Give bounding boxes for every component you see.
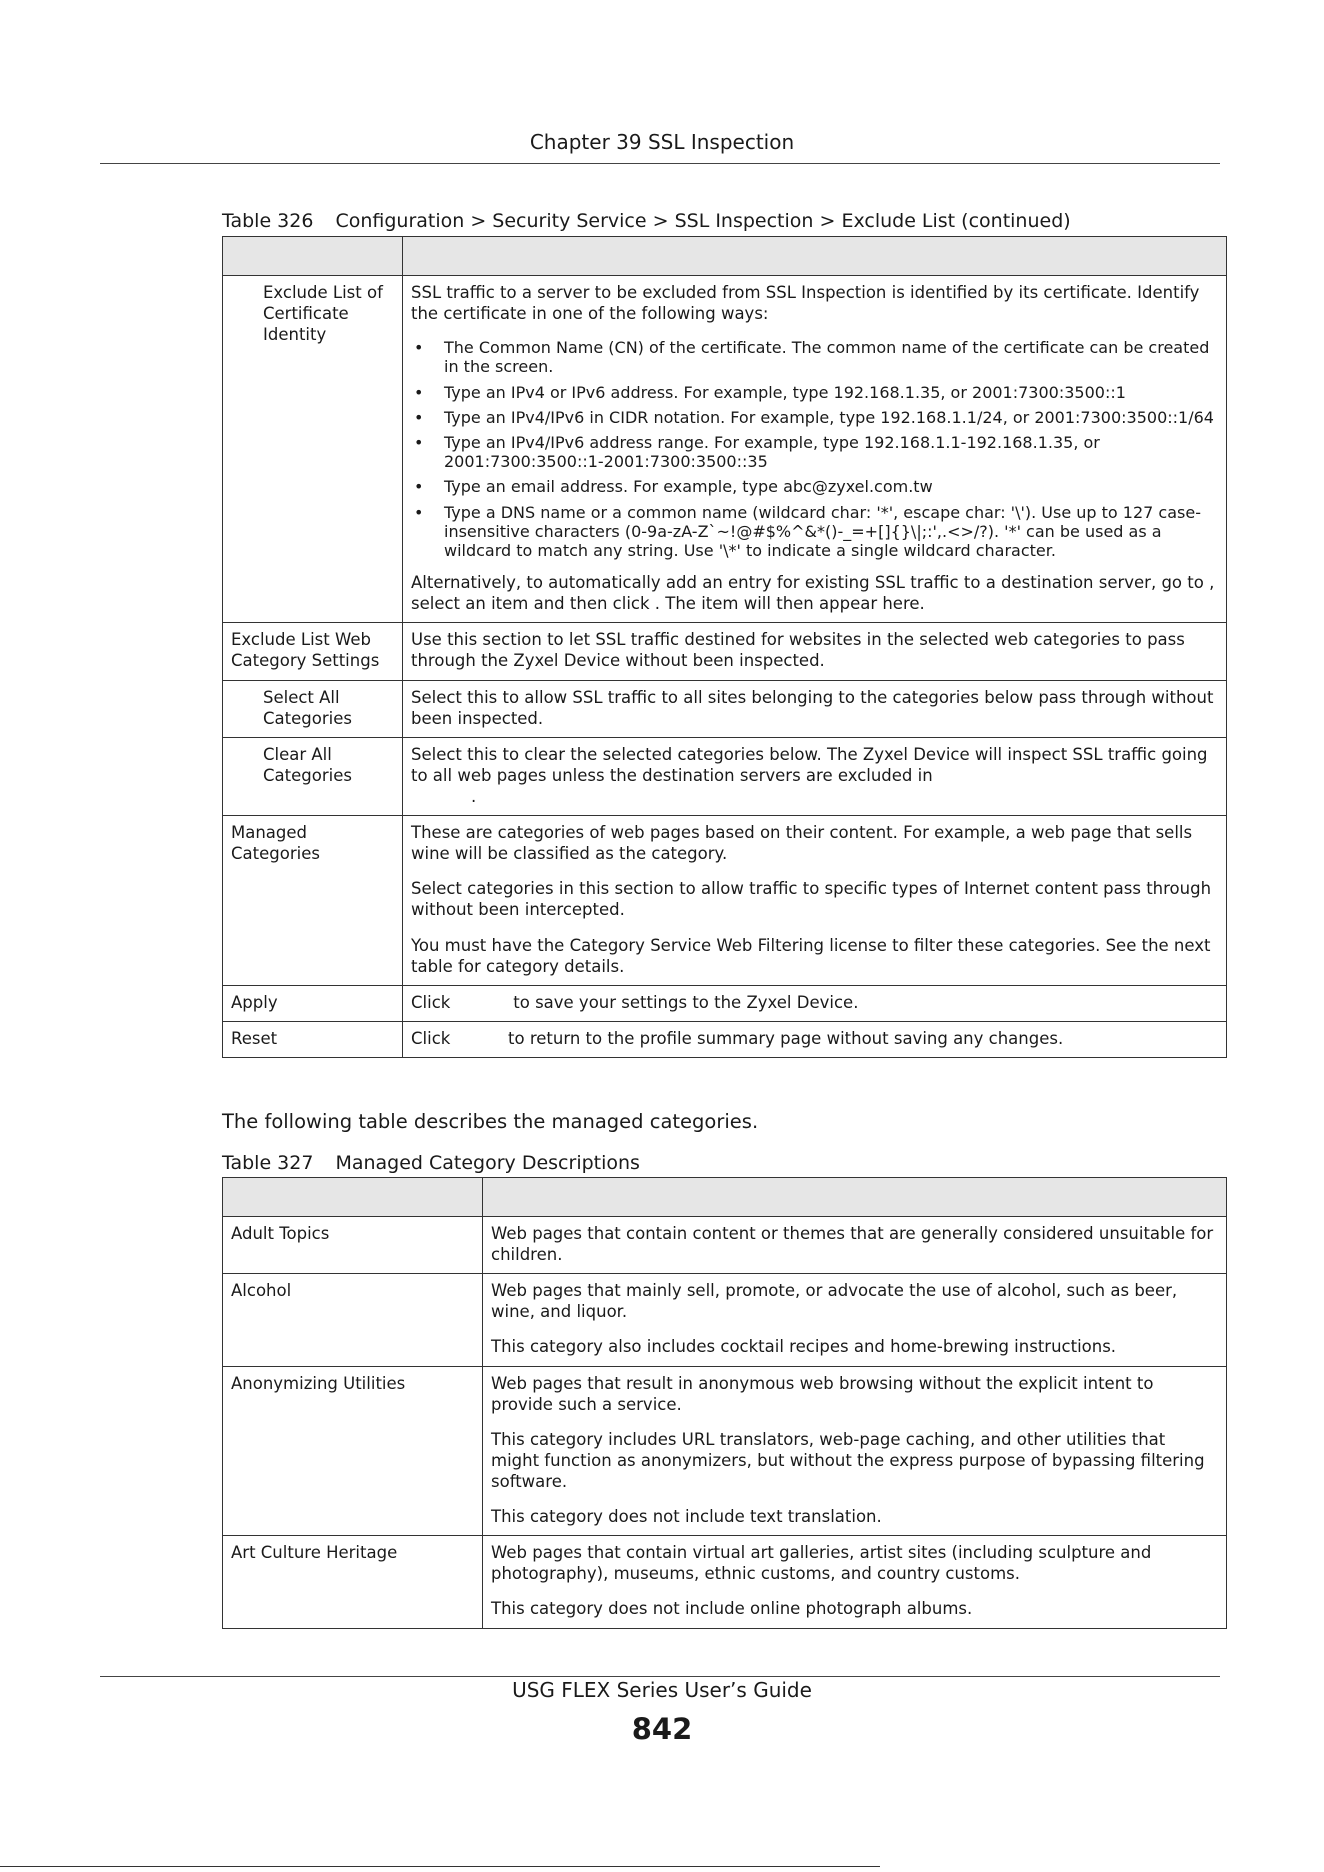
table-327 (222, 1177, 1227, 1629)
footer-guide-title: USG FLEX Series User’s Guide (512, 1678, 812, 1702)
table-row (223, 985, 1227, 1021)
description-paragraph: This category does not include text translation. (491, 1507, 882, 1527)
table-row (223, 1021, 1227, 1057)
row-label: Select All Categories (223, 680, 403, 737)
category-description (483, 1274, 1227, 1366)
table-326-title: Configuration > Security Service > SSL Inspection > Exclude List (continued) (335, 210, 1071, 232)
chapter-header: Chapter 39 SSL Inspection (529, 130, 795, 154)
table-row (223, 623, 1227, 680)
bullet-item: • The Common Name (CN) of the certificate. The common name of the certificate can be created in the screen. (414, 338, 1210, 377)
table-326-caption (222, 210, 1071, 232)
table-327-number: Table 327 (222, 1152, 314, 1174)
bullet-item: • Type an IPv4 or IPv6 address. For example, type 192.168.1.35, or 2001:7300:3500::1 (414, 382, 1126, 402)
category-name: Art Culture Heritage (223, 1536, 483, 1628)
footer-rule (100, 1676, 1220, 1677)
table-326 (222, 236, 1227, 1058)
description-paragraph: SSL traffic to a server to be excluded from SSL Inspection is identified by its certificate. Identify the certificate in one of the following ways: (411, 283, 1200, 324)
table-327-title: Managed Category Descriptions (335, 1152, 640, 1174)
row-label: Exclude List Web Category Settings (223, 623, 403, 680)
row-label: Exclude List of Certificate Identity (223, 276, 403, 623)
category-name: Anonymizing Utilities (223, 1366, 483, 1536)
page-bottom-edge (0, 1866, 880, 1867)
category-description (483, 1217, 1227, 1274)
table-row (223, 1366, 1227, 1536)
header-cell (223, 1178, 483, 1217)
row-description (403, 276, 1227, 623)
header-rule (100, 163, 1220, 164)
bullet-item: • Type an IPv4/IPv6 address range. For example, type 192.168.1.1-192.168.1.35, or 2001:7300:3500::1-2001:7300:3500::35 (414, 432, 1100, 472)
bullet-item: • Type an IPv4/IPv6 in CIDR notation. For example, type 192.168.1.1/24, or 2001:7300:3500::1/64 (414, 407, 1214, 427)
header-cell (223, 237, 403, 276)
table-row (223, 680, 1227, 737)
table-row (223, 816, 1227, 986)
header-cell (483, 1178, 1227, 1217)
table-row (223, 276, 1227, 623)
table-row (223, 1536, 1227, 1628)
description-paragraph: Select categories in this section to allow traffic to specific types of Internet content pass through without been intercepted. (411, 879, 1212, 920)
table-row (223, 1217, 1227, 1274)
bullet-item: • Type an email address. For example, type abc@zyxel.com.tw (414, 477, 933, 497)
header-cell (403, 237, 1227, 276)
category-name: Alcohol (223, 1274, 483, 1366)
description-paragraph: This category does not include online photograph albums. (491, 1599, 973, 1619)
table-326-number: Table 326 (222, 210, 314, 232)
row-description (403, 816, 1227, 986)
description-paragraph: This category includes URL translators, web-page caching, and other utilities that might function as anonymizers, but without the express purpose of bypassing filtering software. (491, 1429, 1205, 1491)
table-header-row (223, 1178, 1227, 1217)
intro-paragraph: The following table describes the managed categories. (222, 1110, 759, 1133)
row-description (403, 737, 1227, 815)
row-description: Click to save your settings to the Zyxel Device. (403, 985, 1227, 1021)
bullet-item: • Type a DNS name or a common name (wildcard char: '*', escape char: '\'). Use up to 127 case-insensitive characters (0-9a-zA-Z`~!@#$%^&*()-_=+[]{}\|;:',.<>/?). '*' can be used as a wildcard to match any string. Use '\*' to indicate a single wildcard character. (414, 502, 1201, 560)
description-paragraph: Web pages that contain virtual art galleries, artist sites (including sculpture and photography), museums, ethnic customs, and country customs. (491, 1543, 1152, 1584)
table-header-row (223, 237, 1227, 276)
description-paragraph: Web pages that mainly sell, promote, or advocate the use of alcohol, such as beer, wine, and liquor. (491, 1281, 1178, 1322)
row-description: Use this section to let SSL traffic destined for websites in the selected web categories to pass through the Zyxel Device without been inspected. (403, 623, 1227, 680)
description-paragraph: Web pages that contain content or themes that are generally considered unsuitable for children. (491, 1224, 1214, 1265)
row-label: Managed Categories (223, 816, 403, 986)
row-label: Apply (223, 985, 403, 1021)
row-label: Clear All Categories (223, 737, 403, 815)
description-paragraph: Web pages that result in anonymous web browsing without the explicit intent to provide such a service. (491, 1373, 1154, 1414)
row-label: Reset (223, 1021, 403, 1057)
description-paragraph: These are categories of web pages based on their content. For example, a web page that sells wine will be classified as the category. (411, 823, 1193, 864)
identity-bullet-list (411, 338, 1218, 560)
description-paragraph: Alternatively, to automatically add an entry for existing SSL traffic to a destination server, go to , select an item and then click . The item will then appear here. (411, 573, 1215, 614)
row-description: Select this to allow SSL traffic to all sites belonging to the categories below pass through without been inspected. (403, 680, 1227, 737)
description-text: Select this to clear the selected categories below. The Zyxel Device will inspect SSL traffic going to all web pages unless the destination servers are excluded in (411, 744, 1208, 785)
page-number: 842 (631, 1712, 693, 1746)
row-description: Click to return to the profile summary page without saving any changes. (403, 1021, 1227, 1057)
table-row (223, 1274, 1227, 1366)
description-tail: . (471, 786, 477, 806)
category-name: Adult Topics (223, 1217, 483, 1274)
category-description (483, 1536, 1227, 1628)
description-paragraph: You must have the Category Service Web Filtering license to filter these categories. See the next table for category details. (411, 935, 1211, 976)
description-paragraph: This category also includes cocktail recipes and home-brewing instructions. (491, 1337, 1117, 1357)
table-row (223, 737, 1227, 815)
table-327-caption (222, 1152, 640, 1174)
category-description (483, 1366, 1227, 1536)
